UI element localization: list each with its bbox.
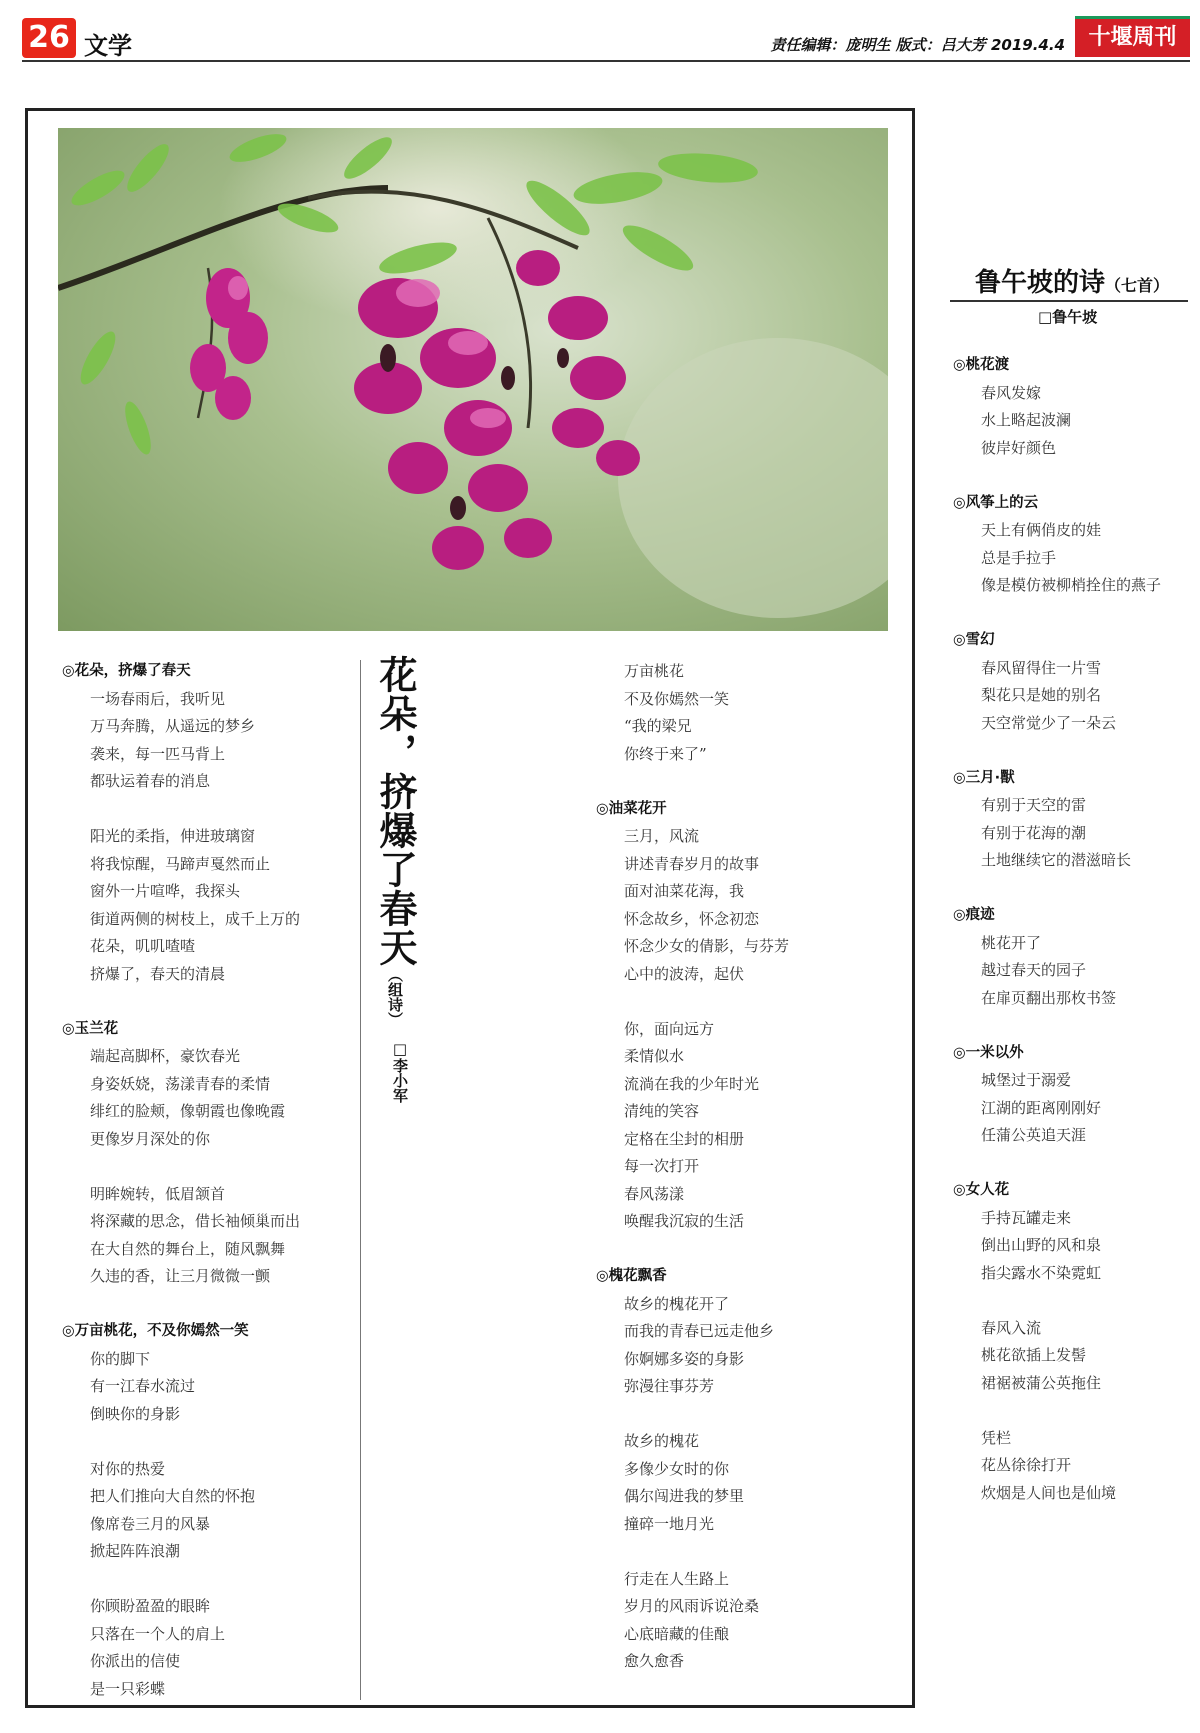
poem-line: 清纯的笑容 [624,1102,700,1120]
poem-line: 像席卷三月的风暴 [90,1514,211,1533]
poem-title-text: 雪幻 [965,632,995,648]
poem-line: 更像岁月深处的你 [90,1129,211,1148]
poem-line: 弥漫往事芬芳 [624,1377,715,1395]
poem-line: 阳光的柔指，伸进玻璃窗 [90,827,256,845]
poem-line: 都驮运着春的消息 [90,772,211,790]
poem-title [62,1016,300,1044]
stanza-gap [62,988,300,1016]
stanza-gap [596,1401,789,1429]
poem-line: 将深藏的思念，借长袖倾巢而出 [90,1212,301,1230]
poem-line: 行走在人生路上 [624,1569,730,1588]
stanza-gap [953,462,1161,490]
sidebar-title [975,262,1169,299]
poem-line: 春风留得住一片雪 [981,658,1102,677]
poem-line: 倒出山野的风和泉 [981,1236,1102,1254]
poem-title [62,1318,300,1346]
poem-title-text: 痕迹 [965,907,995,923]
poem-title-text: 一米以外 [965,1044,1024,1061]
poem-line: 对你的热爱 [90,1459,166,1478]
poem-title [953,627,1161,655]
poem-line: 春风荡漾 [624,1184,685,1203]
poem-line: 指尖露水不染霓虹 [981,1263,1102,1282]
poem-title-text: 油菜花开 [608,800,667,817]
poem-line: 定格在尘封的相册 [624,1129,745,1148]
poem-line: 你的脚下 [90,1349,151,1368]
poem-line: 怀念少女的倩影，与芬芳 [624,937,790,955]
poem-line: 土地继续它的潜滋暗长 [981,851,1132,869]
column-divider [360,660,361,1700]
stanza-gap [62,1566,300,1594]
poem-line: 万亩桃花 [624,662,685,680]
poem-line: 流淌在我的少年时光 [624,1074,760,1093]
poem-title-text: 槐花飘香 [608,1268,667,1284]
poem-line: 掀起阵阵浪潮 [90,1542,181,1560]
poem-title-marker: ◎ [953,1044,966,1061]
poem-line: 炊烟是人间也是仙境 [981,1483,1117,1502]
poem-line: 多像少女时的你 [624,1459,730,1478]
poem-line: 桃花开了 [981,933,1042,952]
poem-line: 花朵，叽叽喳喳 [90,937,196,955]
sidebar-poem-column [953,352,1161,1507]
stanza-gap [953,1397,1161,1425]
sidebar-title-text: 鲁午坡的诗 [975,268,1106,298]
poem-line: 撞碎一地月光 [624,1514,715,1533]
poem-line: 讲述青春岁月的故事 [624,854,760,873]
poem-title [953,352,1161,380]
poem-line: 倒映你的身影 [90,1404,181,1423]
poem-line: 梨花只是她的别名 [981,686,1102,704]
poem-line: 你婀娜多姿的身影 [624,1349,745,1368]
poem-line: 岁月的风雨诉说沧桑 [624,1597,760,1615]
poem-line: 一场春雨后，我听见 [90,689,226,708]
header-rule [22,60,1190,62]
poem-line: 只落在一个人的肩上 [90,1624,226,1643]
poem-title [953,765,1161,793]
poem-line: 把人们推向大自然的怀抱 [90,1487,256,1505]
middle-poem-column [596,658,789,1676]
poem-line: 不及你嫣然一笑 [624,689,730,708]
poem-line: 你，面向远方 [624,1019,715,1038]
poem-title-marker: ◎ [953,632,966,648]
poem-line: 偶尔闯进我的梦里 [624,1487,745,1505]
poem-line: 像是模仿被柳梢拴住的燕子 [981,576,1162,594]
poem-line: 天空常觉少了一朵云 [981,713,1117,732]
poem-line: 心中的波涛，起伏 [624,964,745,983]
poem-line: 彼岸好颜色 [981,438,1057,457]
poem-title-text: 桃花渡 [965,357,1010,373]
poem-line: 你终于来了” [624,744,707,763]
poem-line: 桃花欲插上发髻 [981,1346,1087,1364]
poem-line: 你派出的信使 [90,1652,181,1670]
poem-line: 总是手拉手 [981,548,1057,567]
poem-line: 在扉页翻出那枚书签 [981,988,1117,1007]
flower-illustration [58,128,888,631]
poem-line: 有一江春水流过 [90,1377,196,1395]
editor-credits: 责任编辑：庞明生 版式：吕大芳 2019.4.4 [770,36,1065,54]
left-poem-column [62,658,300,1703]
poem-title-text: 女人花 [965,1182,1010,1198]
stanza-gap [953,737,1161,765]
stanza-gap [953,600,1161,628]
stanza-gap [62,1428,300,1456]
poem-line: 江湖的距离刚刚好 [981,1098,1102,1117]
poem-title-marker: ◎ [62,1323,75,1339]
article-title-text: 花朵，挤爆了春天 [373,655,418,967]
poem-line: 城堡过于溺爱 [981,1071,1072,1089]
poem-title-marker: ◎ [62,1020,75,1037]
poem-line: 面对油菜花海，我 [624,882,745,900]
poem-title [596,796,789,824]
stanza-gap [953,1150,1161,1178]
poem-title [596,1263,789,1291]
poem-line: 春风发嫁 [981,383,1042,402]
poem-line: 故乡的槐花 [624,1432,700,1450]
poem-line: 心底暗藏的佳酿 [624,1624,730,1643]
poem-title [953,902,1161,930]
poem-title-text: 玉兰花 [74,1020,119,1037]
poem-title-text: 风筝上的云 [965,494,1039,511]
poem-line: 柔情似水 [624,1047,685,1065]
poem-line: 唤醒我沉寂的生活 [624,1212,745,1230]
poem-title [953,1177,1161,1205]
page-number: 26 [22,18,76,58]
poem-title-text: 花朵，挤爆了春天 [74,663,191,679]
poem-line: 愈久愈香 [624,1652,685,1670]
poem-line: 明眸婉转，低眉颔首 [90,1184,226,1203]
poem-line: 身姿妖娆，荡漾青春的柔情 [90,1074,271,1093]
poem-line: 将我惊醒，马蹄声戛然而止 [90,854,271,873]
stanza-gap [596,988,789,1016]
poem-title-text: 万亩桃花，不及你嫣然一笑 [74,1323,249,1339]
poem-line: “我的梁兄 [624,717,692,735]
poem-line: 每一次打开 [624,1157,700,1175]
poem-line: 水上略起波澜 [981,411,1072,429]
poem-line: 有别于天空的雷 [981,796,1087,814]
stanza-gap [953,1287,1161,1315]
poem-title-marker: ◎ [953,907,966,923]
poem-line: 万马奔腾，从遥远的梦乡 [90,717,256,735]
poem-line: 越过春天的园子 [981,961,1087,979]
stanza-gap [596,1538,789,1566]
poem-line: 三月，风流 [624,827,700,845]
stanza-gap [62,1291,300,1319]
article-subtitle: （组诗） [386,967,404,1027]
poem-line: 街道两侧的树枝上，成千上万的 [90,909,301,928]
stanza-gap [62,1153,300,1181]
stanza-gap [596,1236,789,1264]
poem-title [953,1040,1161,1068]
sidebar-author: □鲁午坡 [1038,308,1098,326]
poem-title-marker: ◎ [953,1182,966,1198]
poem-title-marker: ◎ [953,769,966,786]
brand-logo: 十堰周刊 [1075,16,1190,57]
poem-title-marker: ◎ [62,663,75,679]
poem-line: 而我的青春已远走他乡 [624,1322,775,1340]
flower-photo [58,128,888,631]
poem-title [62,658,300,686]
poem-line: 裙裾被蒲公英拖住 [981,1373,1102,1392]
poem-line: 凭栏 [981,1428,1012,1447]
poem-line: 花丛徐徐打开 [981,1456,1072,1474]
stanza-gap [596,768,789,796]
poem-line: 天上有俩俏皮的娃 [981,521,1102,539]
article-author: □李小军 [391,1040,409,1103]
stanza-gap [62,796,300,824]
stanza-gap [953,1012,1161,1040]
poem-line: 怀念故乡，怀念初恋 [624,909,760,928]
poem-line: 你顾盼盈盈的眼眸 [90,1597,211,1615]
poem-line: 端起高脚杯，豪饮春光 [90,1047,241,1065]
poem-line: 任蒲公英追天涯 [981,1126,1087,1144]
poem-title-marker: ◎ [953,357,966,373]
poem-line: 窗外一片喧哗，我探头 [90,882,241,900]
poem-title-marker: ◎ [953,494,966,511]
sidebar-subtitle: （七首） [1105,276,1170,295]
sidebar-rule [950,300,1188,302]
poem-line: 手持瓦罐走来 [981,1208,1072,1227]
poem-title-text: 三月·獸 [965,769,1015,786]
poem-line: 故乡的槐花开了 [624,1294,730,1313]
poem-line: 绯红的脸颊，像朝霞也像晚霞 [90,1102,286,1120]
section-label: 文学 [84,32,132,60]
poem-title-marker: ◎ [596,1268,609,1284]
poem-line: 久违的香，让三月微微一颤 [90,1267,271,1285]
poem-line: 袭来，每一匹马背上 [90,744,226,763]
poem-title [953,490,1161,518]
poem-line: 在大自然的舞台上，随风飘舞 [90,1239,286,1258]
poem-title-marker: ◎ [596,800,609,817]
stanza-gap [953,875,1161,903]
poem-line: 春风入流 [981,1318,1042,1337]
poem-line: 挤爆了，春天的清晨 [90,964,226,983]
poem-line: 是一只彩蝶 [90,1679,166,1698]
article-title [372,655,418,1027]
poem-line: 有别于花海的潮 [981,823,1087,842]
